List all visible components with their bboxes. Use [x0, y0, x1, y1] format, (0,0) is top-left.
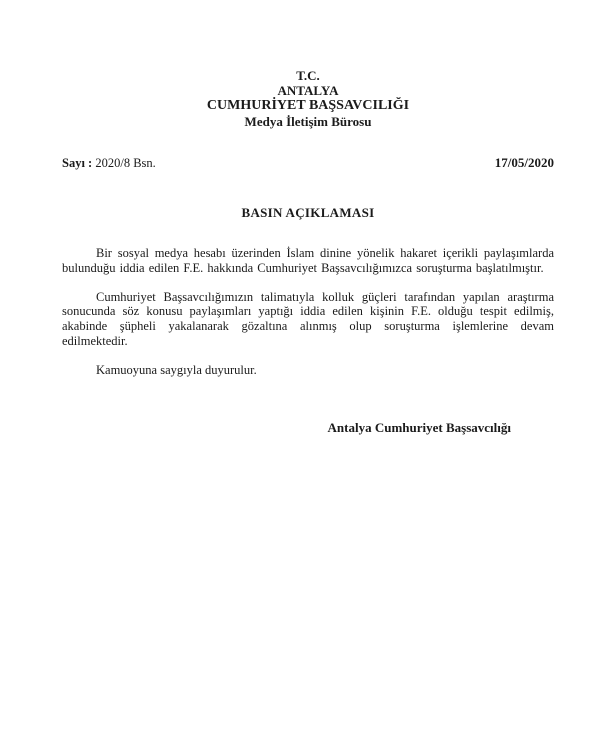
press-release-title: BASIN AÇIKLAMASI [241, 205, 375, 220]
letterhead-line-city: ANTALYA [277, 83, 339, 98]
letterhead-line-bureau: Medya İletişim Bürosu [244, 114, 372, 129]
body-paragraph-2: Cumhuriyet Başsavcılığımızın talimatıyla kolluk güçleri tarafından yapılan araştırma sonucunda söz konusu paylaşımları yaptığı iddia edilen kişinin F.E. olduğu tespit edilmiş, akabinde şüpheli yakalanarak gözaltına alınmış olup soruşturma işlemlerine devam edilmektedir. [62, 289, 554, 348]
document-number [62, 156, 156, 171]
document-number-label: Sayı : [62, 156, 93, 170]
body-paragraph-1: Bir sosyal medya hesabı üzerinden İslam dinine yönelik hakaret içerikli paylaşımlarda bulunduğu iddia edilen F.E. hakkında Cumhuriyet Başsavcılığımızca soruşturma başlatılmıştır. [62, 246, 554, 275]
letterhead-line-office: CUMHURİYET BAŞSAVCILIĞI [206, 98, 410, 113]
meta-row [62, 155, 554, 171]
closing-line: Kamuoyuna saygıyla duyurulur. [96, 362, 257, 377]
letterhead-line-tc: T.C. [296, 68, 320, 83]
document-number-value: 2020/8 Bsn. [95, 156, 156, 170]
letterhead [62, 68, 554, 129]
signature-line: Antalya Cumhuriyet Başsavcılığı [327, 419, 511, 435]
document-date: 17/05/2020 [494, 155, 554, 170]
